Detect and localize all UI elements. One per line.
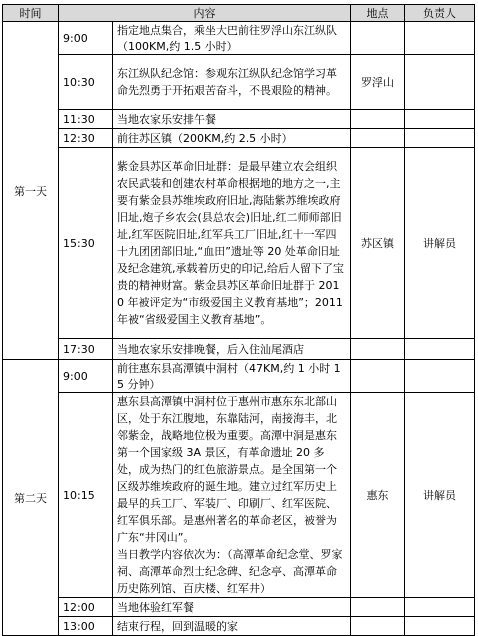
- header-guide: 负责人: [405, 5, 475, 22]
- content-cell: 当地体验红军餐: [113, 598, 351, 617]
- guide-cell: 讲解员: [405, 393, 475, 598]
- content-cell: 结束行程，回到温暖的家: [113, 617, 351, 636]
- table-row: [3, 110, 475, 129]
- guide-cell: [405, 55, 475, 110]
- day-label: 第一天: [3, 22, 59, 360]
- guide-cell: [405, 22, 475, 55]
- guide-cell: [405, 360, 475, 393]
- content-cell: [113, 148, 351, 339]
- header-time: 时间: [3, 5, 59, 22]
- table-row: [3, 129, 475, 148]
- time-cell: 12:00: [59, 598, 113, 617]
- itinerary-table: [2, 4, 475, 636]
- time-cell: 9:00: [59, 22, 113, 55]
- location-cell: [351, 598, 405, 617]
- content-paragraph: 当日教学内容依次为：（高潭革命纪念堂、罗家祠、高潭革命烈士纪念碑、纪念亭、高潭革命历史陈列馆、百庆楼、红军井）: [117, 548, 343, 595]
- table-row: [3, 360, 475, 393]
- content-cell: 当地农家乐安排晚餐，后入住汕尾酒店: [113, 339, 351, 360]
- location-cell: [351, 129, 405, 148]
- header-row: [3, 5, 475, 22]
- content-cell: 前往苏区镇（200KM,约 2.5 小时）: [113, 129, 351, 148]
- time-cell: 10:30: [59, 55, 113, 110]
- location-cell: 苏区镇: [351, 148, 405, 339]
- table-row: [3, 617, 475, 636]
- table-row: [3, 22, 475, 55]
- day-label: 第二天: [3, 360, 59, 636]
- content-cell: 东江纵队纪念馆：参观东江纵队纪念馆学习革命先烈勇于开拓艰苦奋斗，不畏艰险的精神。: [113, 55, 351, 110]
- content-cell: [113, 393, 351, 598]
- time-cell: 12:30: [59, 129, 113, 148]
- location-cell: [351, 22, 405, 55]
- content-cell: 指定地点集合，乘坐大巴前往罗浮山东江纵队（100KM,约 1.5 小时）: [113, 22, 351, 55]
- table-row: [3, 393, 475, 598]
- table-row: [3, 339, 475, 360]
- location-cell: [351, 339, 405, 360]
- time-cell: 9:00: [59, 360, 113, 393]
- location-cell: 惠东: [351, 393, 405, 598]
- location-cell: [351, 360, 405, 393]
- header-content: 内容: [59, 5, 351, 22]
- table-row: [3, 598, 475, 617]
- location-cell: 罗浮山: [351, 55, 405, 110]
- guide-cell: [405, 598, 475, 617]
- content-paragraph: 紫金县苏区革命旧址群：是最早建立农会组织农民武装和创建农村革命根据地的地方之一,主要有紫金县苏维埃政府旧址,海陆紫苏维埃政府旧址,炮子乡农会(县总农会)旧址,红二师师部旧址,红军医院旧址,红军兵工厂旧址,红十一军四十九团团部旧址,“血田”遗址等 20 处革命旧址及纪念建筑,承载着历史的印记,给后人留下了宝贵的精神财富。紫金县苏区革命旧址群于 2010 年被评定为“市级爱国主义教育基地”；2011 年被“省级爱国主义教育基地”。: [117, 160, 344, 326]
- location-cell: [351, 110, 405, 129]
- table-row: [3, 148, 475, 339]
- time-cell: 10:15: [59, 393, 113, 598]
- guide-cell: 讲解员: [405, 148, 475, 339]
- time-cell: 17:30: [59, 339, 113, 360]
- table-row: [3, 55, 475, 110]
- header-location: 地点: [351, 5, 405, 22]
- time-cell: 11:30: [59, 110, 113, 129]
- guide-cell: [405, 129, 475, 148]
- time-cell: 13:00: [59, 617, 113, 636]
- location-cell: [351, 617, 405, 636]
- content-paragraph: 惠东县高潭镇中洞村位于惠州市惠东东北部山区，处于东江腹地，东靠陆河，南接海丰，北邻紫金，战略地位极为重要。高潭中洞是惠东第一个国家级 3A 景区，有革命遗址 20 多处，成为热门的红色旅游景点。是全国第一个区级苏维埃政府的诞生地。建立过红军历史上最早的兵工厂、军装厂、印刷厂、红军医院、红军俱乐部。是惠州著名的革命老区，被誉为广东“井冈山”。: [117, 395, 337, 544]
- guide-cell: [405, 110, 475, 129]
- content-cell: 前往惠东县高潭镇中洞村（47KM,约 1 小时 15 分钟）: [113, 360, 351, 393]
- time-cell: 15:30: [59, 148, 113, 339]
- content-cell: 当地农家乐安排午餐: [113, 110, 351, 129]
- guide-cell: [405, 339, 475, 360]
- guide-cell: [405, 617, 475, 636]
